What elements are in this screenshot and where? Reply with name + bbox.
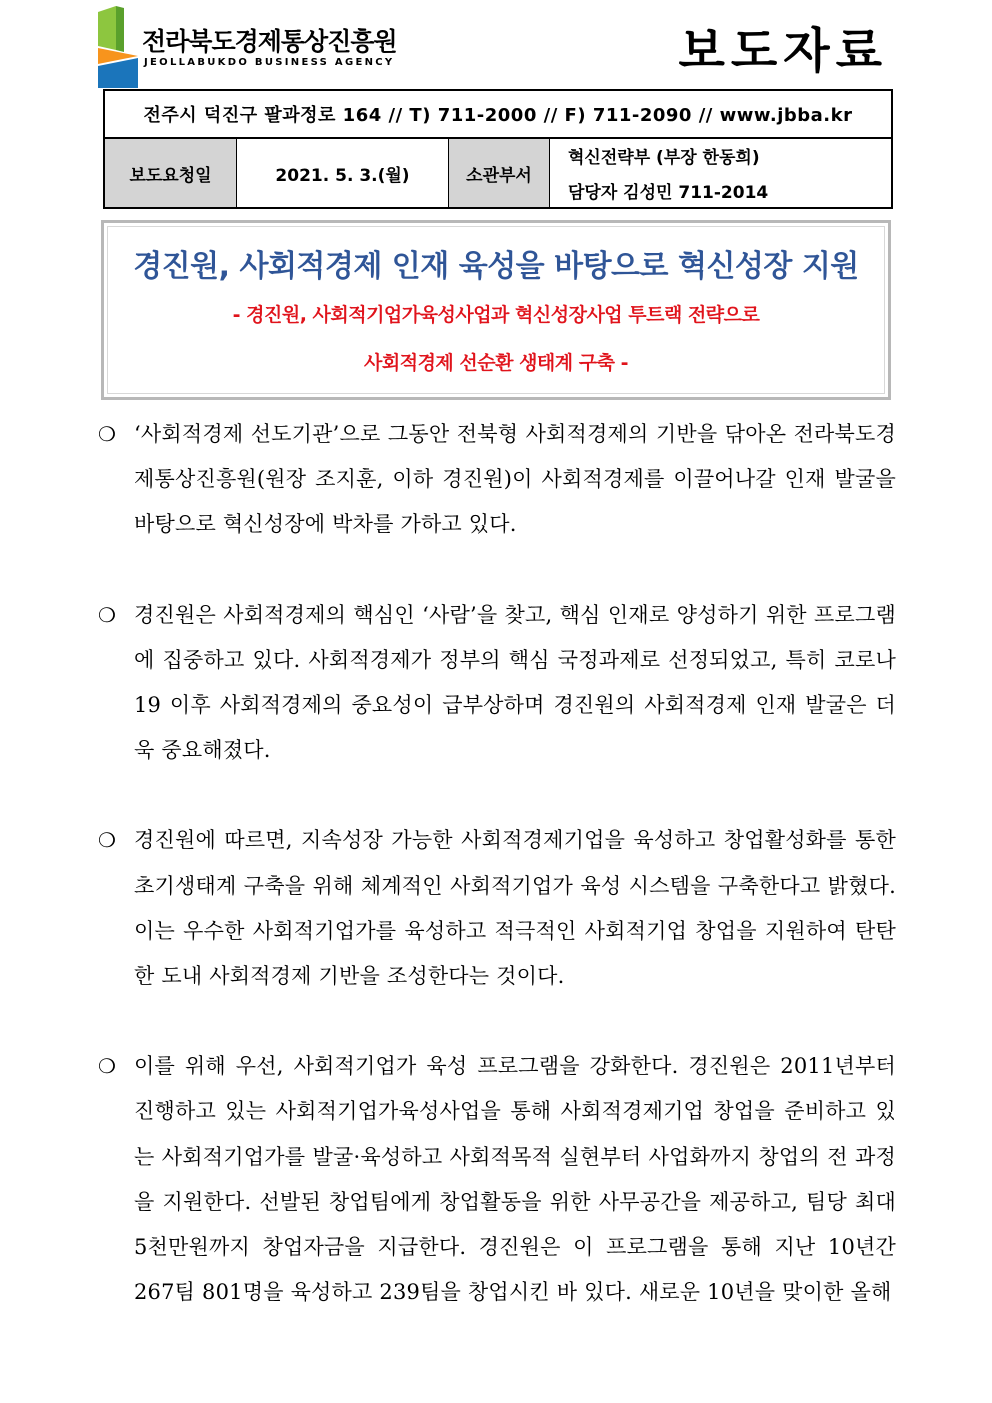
department-label: 소관부서 [449,139,550,207]
bullet-circle-icon: ❍ [98,422,117,446]
org-name: 전라북도경제통상진흥원 [142,27,397,56]
org-logo-mark-icon [94,6,140,88]
paragraph [96,412,896,548]
department-cell [550,139,891,207]
bullet-circle-icon: ❍ [98,1054,117,1079]
contact-person: 담당자 김성민 711-2014 [568,183,769,203]
press-info-table [103,89,893,209]
paragraph [96,818,896,999]
org-logo [94,6,397,88]
headline-subtitle-line-1: - 경진원, 사회적기업가육성사업과 혁신성장사업 투트랙 전략으로 [232,304,760,326]
paragraph-text: 이를 위해 우선, 사회적기업가 육성 프로그램을 강화한다. 경진원은 2011년부터 진행하고 있는 사회적기업가육성사업을 통해 사회적경제기업 창업을 준비하고 있는 사회적기업가를 발굴·육성하고 사회적목적 실현부터 사업화까지 창업의 전 과정을 지원한다. 선발된 창업팀에게 창업활동을 위한 사무공간을 제공하고, 팀당 최대 5천만원까지 창업자금을 지급한다. 경진원은 이 프로그램을 통해 지난 10년간 267팀 801명을 육성하고 239팀을 창업시킨 바 있다. 새로운 10년을 맞이한 올해 [134,1054,896,1305]
request-date-value: 2021. 5. 3.(월) [237,139,449,207]
contact-address-line: 전주시 덕진구 팔과정로 164 // T) 711-2000 // F) 711-2090 // www.jbba.kr [105,91,891,139]
paragraph-text: 경진원에 따르면, 지속성장 가능한 사회적경제기업을 육성하고 창업활성화를 통한 초기생태계 구축을 위해 체계적인 사회적기업가 육성 시스템을 구축한다고 밝혔다. 이는 우수한 사회적기업가를 육성하고 적극적인 사회적기업 창업을 지원하여 탄탄한 도내 사회적경제 기반을 조성한다는 것이다. [134,828,896,989]
bullet-circle-icon: ❍ [98,828,117,853]
headline-subtitle-line-2: 사회적경제 선순환 생태계 구축 - [364,352,628,374]
paragraph [96,593,896,774]
headline-box [101,220,891,400]
bullet-circle-icon: ❍ [98,602,117,627]
department-name: 혁신전략부 (부장 한동희) [568,148,760,168]
org-name-en: JEOLLABUKDO BUSINESS AGENCY [144,57,395,68]
request-date-label: 보도요청일 [105,139,237,207]
paragraph-text: ‘사회적경제 선도기관’으로 그동안 전북형 사회적경제의 기반을 닦아온 전라북도경제통상진흥원(원장 조지훈, 이하 경진원)이 사회적경제를 이끌어나갈 인재 발굴을 바탕으로 혁신성장에 박차를 가하고 있다. [134,422,896,537]
document-type-title: 보도자료 [678,23,888,79]
headline-title: 경진원, 사회적경제 인재 육성을 바탕으로 혁신성장 지원 [133,249,859,284]
paragraph-text: 경진원은 사회적경제의 핵심인 ‘사람’을 찾고, 핵심 인재로 양성하기 위한 프로그램에 집중하고 있다. 사회적경제가 정부의 핵심 국정과제로 선정되었고, 특히 코로나19 이후 사회적경제의 중요성이 급부상하며 경진원의 사회적경제 인재 발굴은 더욱 중요해졌다. [134,602,896,763]
article-body [96,412,896,1360]
paragraph [96,1044,896,1315]
press-info-row [105,139,891,207]
